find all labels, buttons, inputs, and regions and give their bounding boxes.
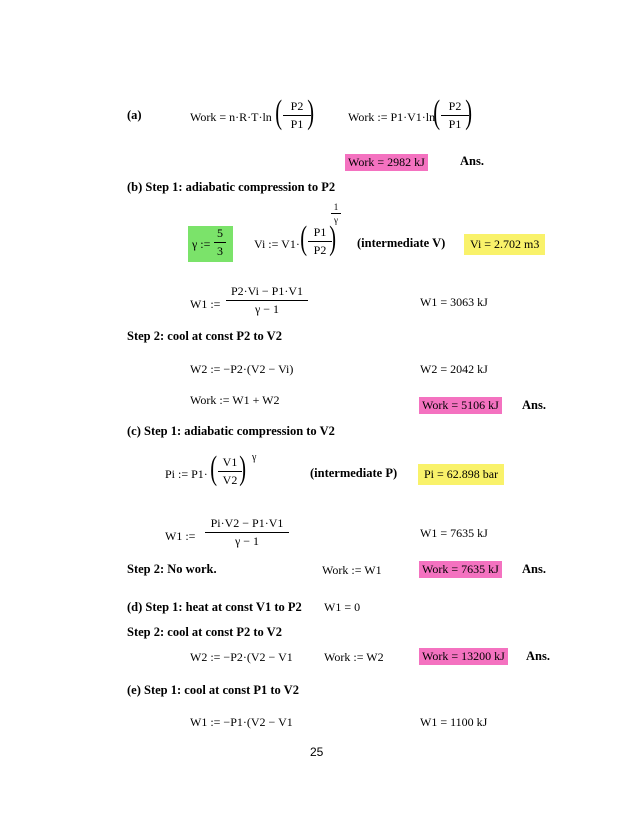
part-c-work-result: Work = 7635 kJ <box>419 561 502 578</box>
paren-close: ) <box>329 220 337 257</box>
vi-num: P1 <box>313 225 327 239</box>
pi-den: V2 <box>222 473 238 487</box>
vi-den: P2 <box>313 243 327 257</box>
fraction-bar <box>205 532 289 533</box>
part-a-eq2-lhs: Work := P1·V1·ln <box>348 110 436 124</box>
pi-lhs: Pi := P1· <box>165 467 208 481</box>
part-a-eq1-lhs: Work = n·R·T·ln <box>190 110 272 124</box>
part-d-ans: Ans. <box>526 649 550 663</box>
fraction-bar <box>214 242 226 243</box>
eq2-den: P1 <box>448 117 462 131</box>
vi-lhs: Vi := V1· <box>254 237 300 251</box>
fraction-bar <box>226 300 308 301</box>
part-a-result: Work = 2982 kJ <box>345 154 428 171</box>
paren-open: ( <box>210 450 218 487</box>
part-b-step2: Step 2: cool at const P2 to V2 <box>127 329 282 343</box>
eq1-num: P2 <box>290 99 304 113</box>
part-d-work-eq: Work := W2 <box>324 650 384 664</box>
part-b-w1-num: P2·Vi − P1·V1 <box>230 284 304 298</box>
part-d-work-result: Work = 13200 kJ <box>419 648 508 665</box>
part-b-work-eq: Work := W1 + W2 <box>190 393 280 407</box>
part-c-ans: Ans. <box>522 562 546 576</box>
part-c-step2: Step 2: No work. <box>127 562 217 576</box>
part-b-heading: (b) Step 1: adiabatic compression to P2 <box>127 180 336 194</box>
part-b-work-result: Work = 5106 kJ <box>419 397 502 414</box>
vi-exp-den: γ <box>334 215 338 225</box>
part-a-label: (a) <box>127 108 142 122</box>
part-d-w1-eq: W1 = 0 <box>324 600 361 614</box>
paren-close: ) <box>465 94 473 131</box>
paren-close: ) <box>239 450 247 487</box>
gamma-lhs: γ := <box>192 237 211 251</box>
part-c-heading: (c) Step 1: adiabatic compression to V2 <box>127 424 335 438</box>
pi-num: V1 <box>222 455 238 469</box>
eq2-num: P2 <box>448 99 462 113</box>
part-b-w2-result: W2 = 2042 kJ <box>420 362 488 376</box>
vi-result: Vi = 2.702 m3 <box>464 234 545 255</box>
part-e-w1-eq: W1 := −P1·(V2 − V1 <box>190 715 293 729</box>
part-b-w1-lhs: W1 := <box>190 297 221 311</box>
part-e-heading: (e) Step 1: cool at const P1 to V2 <box>127 683 299 697</box>
gamma-num: 5 <box>217 226 223 240</box>
gamma-fraction <box>214 226 226 259</box>
part-d-w2-eq: W2 := −P2·(V2 − V1 <box>190 650 293 664</box>
vi-exponent <box>331 202 341 225</box>
part-c-w1-den: γ − 1 <box>234 534 260 548</box>
part-a-ans: Ans. <box>460 154 484 168</box>
eq1-den: P1 <box>290 117 304 131</box>
part-b-w1-fraction <box>226 284 308 317</box>
part-b-ans: Ans. <box>522 398 546 412</box>
part-c-w1-result: W1 = 7635 kJ <box>420 526 488 540</box>
pi-note: (intermediate P) <box>310 466 398 480</box>
paren-open: ( <box>433 94 441 131</box>
part-e-w1-result: W1 = 1100 kJ <box>420 715 488 729</box>
page-number: 25 <box>310 745 324 759</box>
fraction-bar <box>331 213 341 214</box>
vi-note: (intermediate V) <box>357 236 446 250</box>
part-b-w2-eq: W2 := −P2·(V2 − Vi) <box>190 362 294 376</box>
pi-result: Pi = 62.898 bar <box>418 464 504 485</box>
gamma-den: 3 <box>217 244 223 258</box>
part-d-heading: (d) Step 1: heat at const V1 to P2 <box>127 600 302 614</box>
paren-open: ( <box>300 220 308 257</box>
paren-close: ) <box>307 94 315 131</box>
part-b-w1-result: W1 = 3063 kJ <box>420 295 488 309</box>
pi-exponent: γ <box>252 452 257 463</box>
part-c-work-eq: Work := W1 <box>322 563 382 577</box>
paren-open: ( <box>275 94 283 131</box>
part-c-w1-fraction <box>205 516 289 549</box>
part-c-w1-lhs: W1 := <box>165 529 196 543</box>
part-b-w1-den: γ − 1 <box>254 302 280 316</box>
part-d-step2: Step 2: cool at const P2 to V2 <box>127 625 282 639</box>
vi-exp-num: 1 <box>333 202 339 212</box>
part-c-w1-num: Pi·V2 − P1·V1 <box>210 516 284 530</box>
